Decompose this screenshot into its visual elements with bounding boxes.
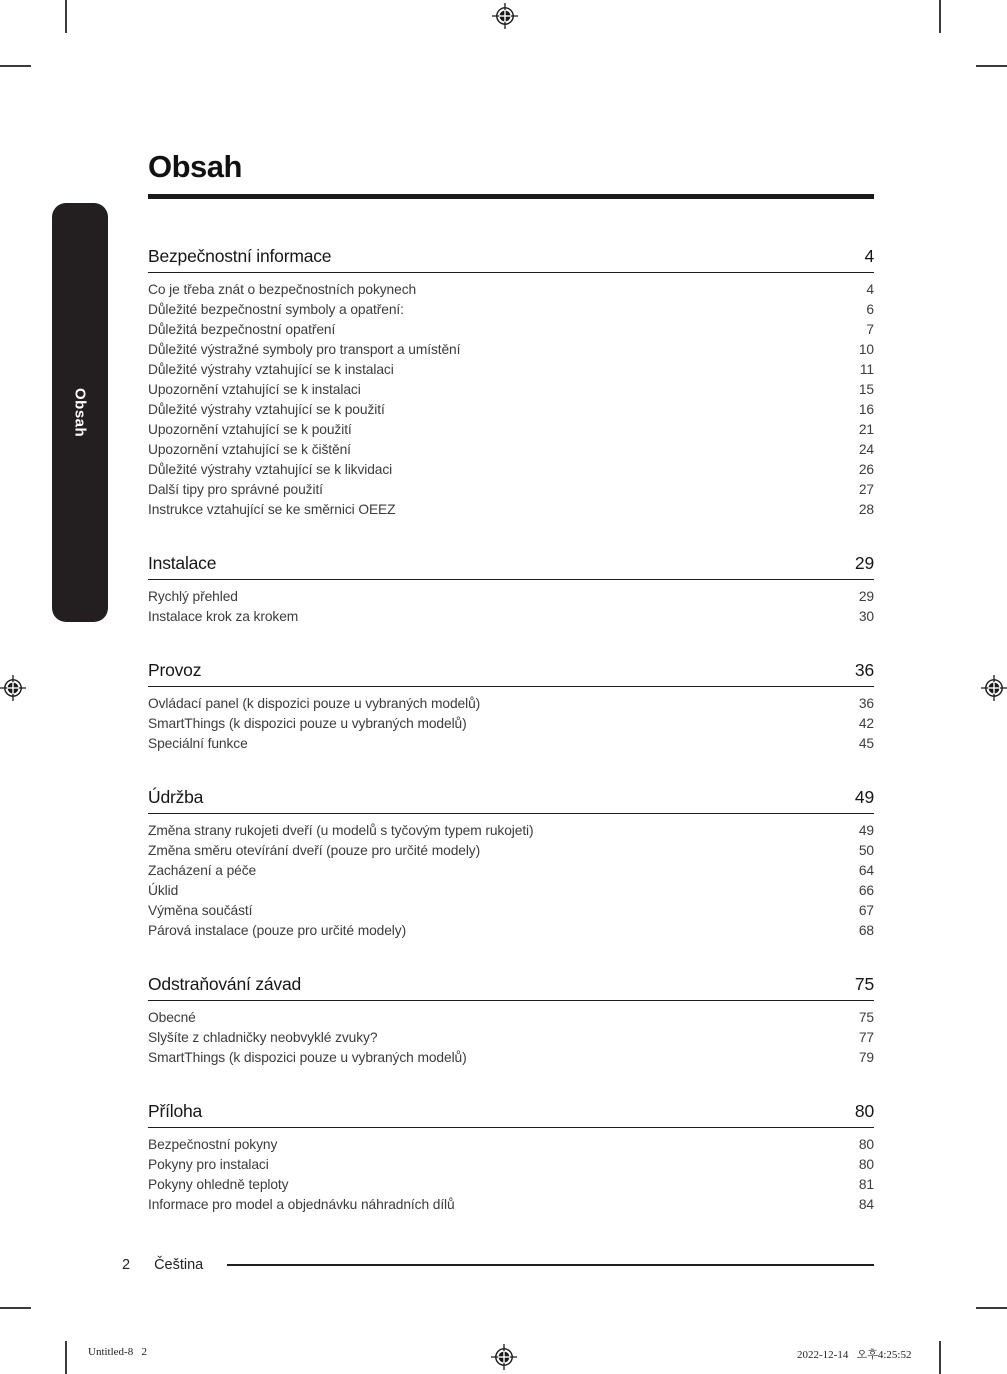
toc-entry-label: Důležité výstrahy vztahující se k použití (148, 402, 385, 417)
toc-section-header (148, 787, 874, 814)
toc-entry-page-number: 81 (858, 1177, 874, 1192)
toc-entry-label: Bezpečnostní pokyny (148, 1137, 278, 1152)
toc-section-page-number: 80 (854, 1101, 874, 1121)
page-footer (122, 1257, 874, 1273)
toc-entry-label: Slyšíte z chladničky neobvyklé zvuky? (148, 1030, 378, 1045)
toc-section (148, 553, 874, 627)
toc-entry (148, 480, 874, 500)
toc-entry (148, 587, 874, 607)
toc-section (148, 660, 874, 754)
toc-entry (148, 1008, 874, 1028)
toc-entry-label: Instalace krok za krokem (148, 609, 299, 624)
toc-entry-page-number: 29 (858, 589, 874, 604)
toc-entry (148, 821, 874, 841)
toc-entry-label: Párová instalace (pouze pro určité modely) (148, 923, 407, 938)
toc-entry (148, 901, 874, 921)
toc-section-title: Instalace (148, 553, 217, 573)
toc-entry-label: Důležitá bezpečnostní opatření (148, 322, 336, 337)
toc-entry (148, 300, 874, 320)
toc-entry (148, 714, 874, 734)
toc-entry-label: Obecné (148, 1010, 196, 1025)
toc-entry-label: Změna strany rukojeti dveří (u modelů s tyčovým typem rukojeti) (148, 823, 534, 838)
footer-rule (227, 1264, 874, 1267)
toc-entry-label: Úklid (148, 883, 179, 898)
page-title: Obsah (148, 149, 242, 184)
toc-entry (148, 280, 874, 300)
toc-entry-label: Co je třeba znát o bezpečnostních pokynech (148, 282, 417, 297)
toc-entry-label: Důležité výstrahy vztahující se k instalaci (148, 362, 394, 377)
toc-entry-page-number: 42 (858, 716, 874, 731)
toc-entry (148, 607, 874, 627)
toc-entry-label: Důležité výstrahy vztahující se k likvidaci (148, 462, 393, 477)
toc-entry-page-number: 45 (858, 736, 874, 751)
toc-entry-label: Pokyny ohledně teploty (148, 1177, 289, 1192)
toc-entry-label: SmartThings (k dispozici pouze u vybraných modelů) (148, 716, 467, 731)
toc-section-header (148, 553, 874, 580)
toc-entry (148, 841, 874, 861)
toc-entry-page-number: 15 (858, 382, 874, 397)
toc-entry-page-number: 50 (858, 843, 874, 858)
crop-mark-bottom-left-horizontal (0, 1307, 31, 1309)
toc-entry (148, 1155, 874, 1175)
crop-mark-bottom-left-vertical (65, 1341, 67, 1374)
toc-entry-label: Upozornění vztahující se k použití (148, 422, 352, 437)
registration-mark-top (492, 3, 518, 29)
toc-entry-page-number: 30 (858, 609, 874, 624)
toc-section-page-number: 75 (854, 974, 874, 994)
toc-section-title: Provoz (148, 660, 202, 680)
toc-entry-page-number: 79 (858, 1050, 874, 1065)
toc-entry (148, 360, 874, 380)
crop-mark-top-left-vertical (65, 0, 67, 33)
toc-section-page-number: 49 (854, 787, 874, 807)
toc-entry (148, 1048, 874, 1068)
toc-entry (148, 1195, 874, 1215)
toc-entry-label: Rychlý přehled (148, 589, 238, 604)
toc-entry-page-number: 21 (858, 422, 874, 437)
toc-entry-page-number: 26 (858, 462, 874, 477)
toc-entry-label: Zacházení a péče (148, 863, 257, 878)
toc-entry-page-number: 49 (858, 823, 874, 838)
toc-section-header (148, 1101, 874, 1128)
toc-entry-page-number: 75 (858, 1010, 874, 1025)
toc-section (148, 1101, 874, 1215)
crop-mark-top-left-horizontal (0, 65, 31, 67)
registration-mark-right (981, 675, 1007, 701)
toc-entry (148, 694, 874, 714)
toc-entry (148, 460, 874, 480)
crop-mark-bottom-right-vertical (939, 1341, 941, 1374)
toc-section-header (148, 660, 874, 687)
toc-section-items (148, 580, 874, 627)
toc-entry (148, 861, 874, 881)
toc-section-items (148, 687, 874, 754)
toc-section-header (148, 974, 874, 1001)
toc-section-items (148, 1128, 874, 1215)
toc-entry-label: Informace pro model a objednávku náhradních dílů (148, 1197, 455, 1212)
toc-entry-page-number: 66 (858, 883, 874, 898)
toc-section-page-number: 36 (854, 660, 874, 680)
toc-entry-page-number: 36 (858, 696, 874, 711)
toc-entry-page-number: 77 (858, 1030, 874, 1045)
footer-page-number: 2 (122, 1257, 131, 1273)
toc-entry-label: Důležité bezpečnostní symboly a opatření: (148, 302, 404, 317)
toc-entry (148, 1175, 874, 1195)
toc-entry (148, 1135, 874, 1155)
toc-entry-label: Změna směru otevírání dveří (pouze pro určité modely) (148, 843, 481, 858)
registration-mark-left (0, 675, 26, 701)
toc-entry-page-number: 16 (858, 402, 874, 417)
toc-entry (148, 1028, 874, 1048)
toc-entry-page-number: 64 (858, 863, 874, 878)
toc-entry-page-number: 10 (858, 342, 874, 357)
toc-entry-page-number: 28 (858, 502, 874, 517)
toc-entry-page-number: 11 (859, 362, 874, 377)
toc-entry-label: Instrukce vztahující se ke směrnici OEEZ (148, 502, 396, 517)
toc-entry (148, 380, 874, 400)
toc-entry (148, 440, 874, 460)
toc-entry-page-number: 80 (858, 1137, 874, 1152)
toc-entry-label: Speciální funkce (148, 736, 248, 751)
toc-entry-label: Další tipy pro správné použití (148, 482, 323, 497)
toc-entry (148, 420, 874, 440)
toc-entry (148, 500, 874, 520)
toc-section-header (148, 246, 874, 273)
toc-entry-page-number: 4 (866, 282, 874, 297)
toc-entry (148, 921, 874, 941)
toc-section (148, 787, 874, 941)
toc-content (148, 148, 874, 1215)
toc-entry-page-number: 7 (866, 322, 874, 337)
toc-entry-page-number: 80 (858, 1157, 874, 1172)
toc-entry-label: Důležité výstražné symboly pro transport a umístění (148, 342, 461, 357)
toc-entry-label: SmartThings (k dispozici pouze u vybraných modelů) (148, 1050, 467, 1065)
toc-entry-label: Upozornění vztahující se k čištění (148, 442, 351, 457)
toc-section-items (148, 814, 874, 941)
crop-mark-top-right-horizontal (976, 65, 1007, 67)
toc-entry (148, 320, 874, 340)
toc-entry-page-number: 68 (858, 923, 874, 938)
toc-entry (148, 734, 874, 754)
toc-entry-page-number: 84 (858, 1197, 874, 1212)
toc-section-title: Údržba (148, 787, 204, 807)
toc-entry-label: Pokyny pro instalaci (148, 1157, 269, 1172)
crop-mark-top-right-vertical (939, 0, 941, 33)
toc-entry-page-number: 27 (858, 482, 874, 497)
title-rule (148, 194, 874, 199)
toc-entry-page-number: 67 (858, 903, 874, 918)
toc-section-page-number: 4 (864, 246, 874, 266)
toc-sections (148, 246, 874, 1215)
toc-entry-label: Ovládací panel (k dispozici pouze u vybraných modelů) (148, 696, 481, 711)
toc-section-page-number: 29 (854, 553, 874, 573)
toc-entry (148, 400, 874, 420)
toc-section (148, 246, 874, 520)
footer-language-label: Čeština (154, 1257, 204, 1273)
toc-entry-label: Upozornění vztahující se k instalaci (148, 382, 361, 397)
print-info-timestamp: 2022-12-14 오후4:25:52 (797, 1349, 912, 1361)
print-info-filename: Untitled-8 2 (88, 1346, 147, 1358)
chapter-tab-obsah (52, 203, 108, 622)
toc-entry-label: Výměna součástí (148, 903, 253, 918)
toc-section-items (148, 1001, 874, 1068)
toc-entry (148, 340, 874, 360)
toc-entry-page-number: 6 (866, 302, 874, 317)
crop-mark-bottom-right-horizontal (976, 1307, 1007, 1309)
toc-section (148, 974, 874, 1068)
toc-section-title: Příloha (148, 1101, 203, 1121)
toc-section-title: Bezpečnostní informace (148, 246, 332, 266)
toc-section-title: Odstraňování závad (148, 974, 302, 994)
registration-mark-bottom (491, 1344, 517, 1370)
toc-entry (148, 881, 874, 901)
toc-entry-page-number: 24 (858, 442, 874, 457)
chapter-tab-label: Obsah (71, 387, 89, 438)
toc-section-items (148, 273, 874, 520)
